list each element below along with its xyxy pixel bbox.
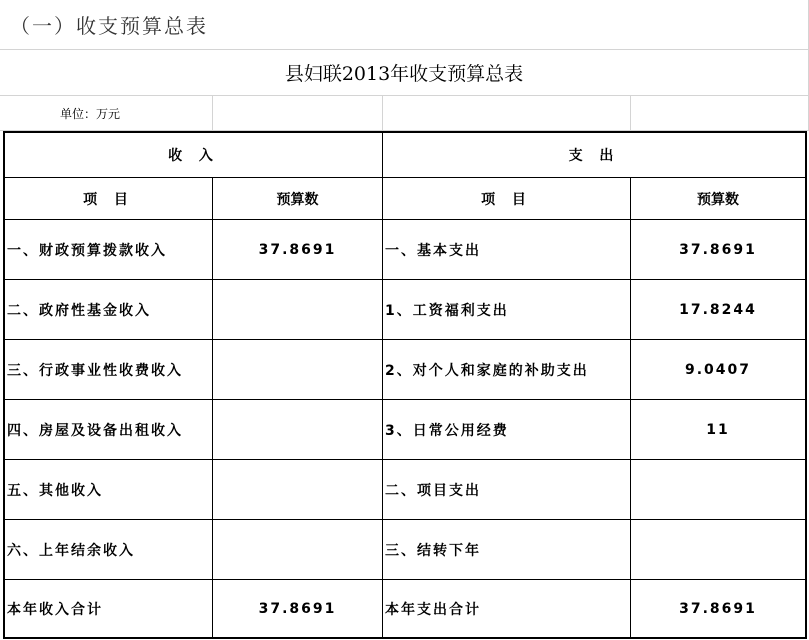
section-heading-row	[0, 0, 809, 50]
table-row	[5, 460, 805, 520]
expense-value: 37.8691	[679, 241, 757, 258]
income-item: 一、财政预算拨款收入	[5, 220, 213, 279]
income-budget-header: 预算数	[213, 178, 383, 219]
table-row	[5, 400, 805, 460]
income-value: 37.8691	[213, 220, 383, 279]
expense-total-label: 本年支出合计	[383, 580, 631, 637]
expense-item: 一、基本支出	[383, 220, 631, 279]
income-value	[213, 520, 383, 579]
expense-value	[631, 460, 805, 519]
table-title: 县妇联2013年收支预算总表	[0, 50, 809, 96]
income-value	[213, 280, 383, 339]
income-item: 五、其他收入	[5, 460, 213, 519]
unit-label: 单位：万元	[0, 96, 213, 131]
income-item-header: 项 目	[5, 178, 213, 219]
income-value	[213, 400, 383, 459]
table-row	[5, 340, 805, 400]
header-row-groups	[5, 133, 805, 178]
expense-item: 二、项目支出	[383, 460, 631, 519]
expense-total-value: 37.8691	[679, 600, 757, 617]
expense-item: 2、对个人和家庭的补助支出	[383, 340, 631, 399]
income-total-label: 本年收入合计	[5, 580, 213, 637]
table-row	[5, 280, 805, 340]
income-item: 六、上年结余收入	[5, 520, 213, 579]
expense-value	[631, 520, 805, 579]
expense-value: 9.0407	[684, 361, 752, 378]
budget-table	[3, 131, 807, 639]
expense-value: 17.8244	[679, 301, 757, 318]
expense-item: 1、工资福利支出	[383, 280, 631, 339]
income-value	[213, 340, 383, 399]
table-row	[5, 520, 805, 580]
table-row	[5, 220, 805, 280]
expense-header: 支 出	[568, 148, 620, 164]
expense-item: 3、日常公用经费	[383, 400, 631, 459]
table-row-total	[5, 580, 805, 637]
empty-cell	[213, 96, 383, 131]
income-value	[213, 460, 383, 519]
expense-budget-header: 预算数	[697, 191, 739, 208]
income-item: 四、房屋及设备出租收入	[5, 400, 213, 459]
empty-cell	[631, 96, 809, 131]
income-total-value: 37.8691	[213, 580, 383, 637]
empty-cell	[383, 96, 631, 131]
title-row	[0, 50, 809, 96]
section-heading: （一）收支预算总表	[0, 0, 809, 50]
income-item: 二、政府性基金收入	[5, 280, 213, 339]
unit-row	[0, 96, 809, 131]
expense-item-header: 项 目	[383, 178, 631, 219]
expense-item: 三、结转下年	[383, 520, 631, 579]
income-header: 收 入	[5, 133, 383, 177]
expense-value: 11	[706, 421, 730, 438]
header-row-columns	[5, 178, 805, 220]
income-item: 三、行政事业性收费收入	[5, 340, 213, 399]
